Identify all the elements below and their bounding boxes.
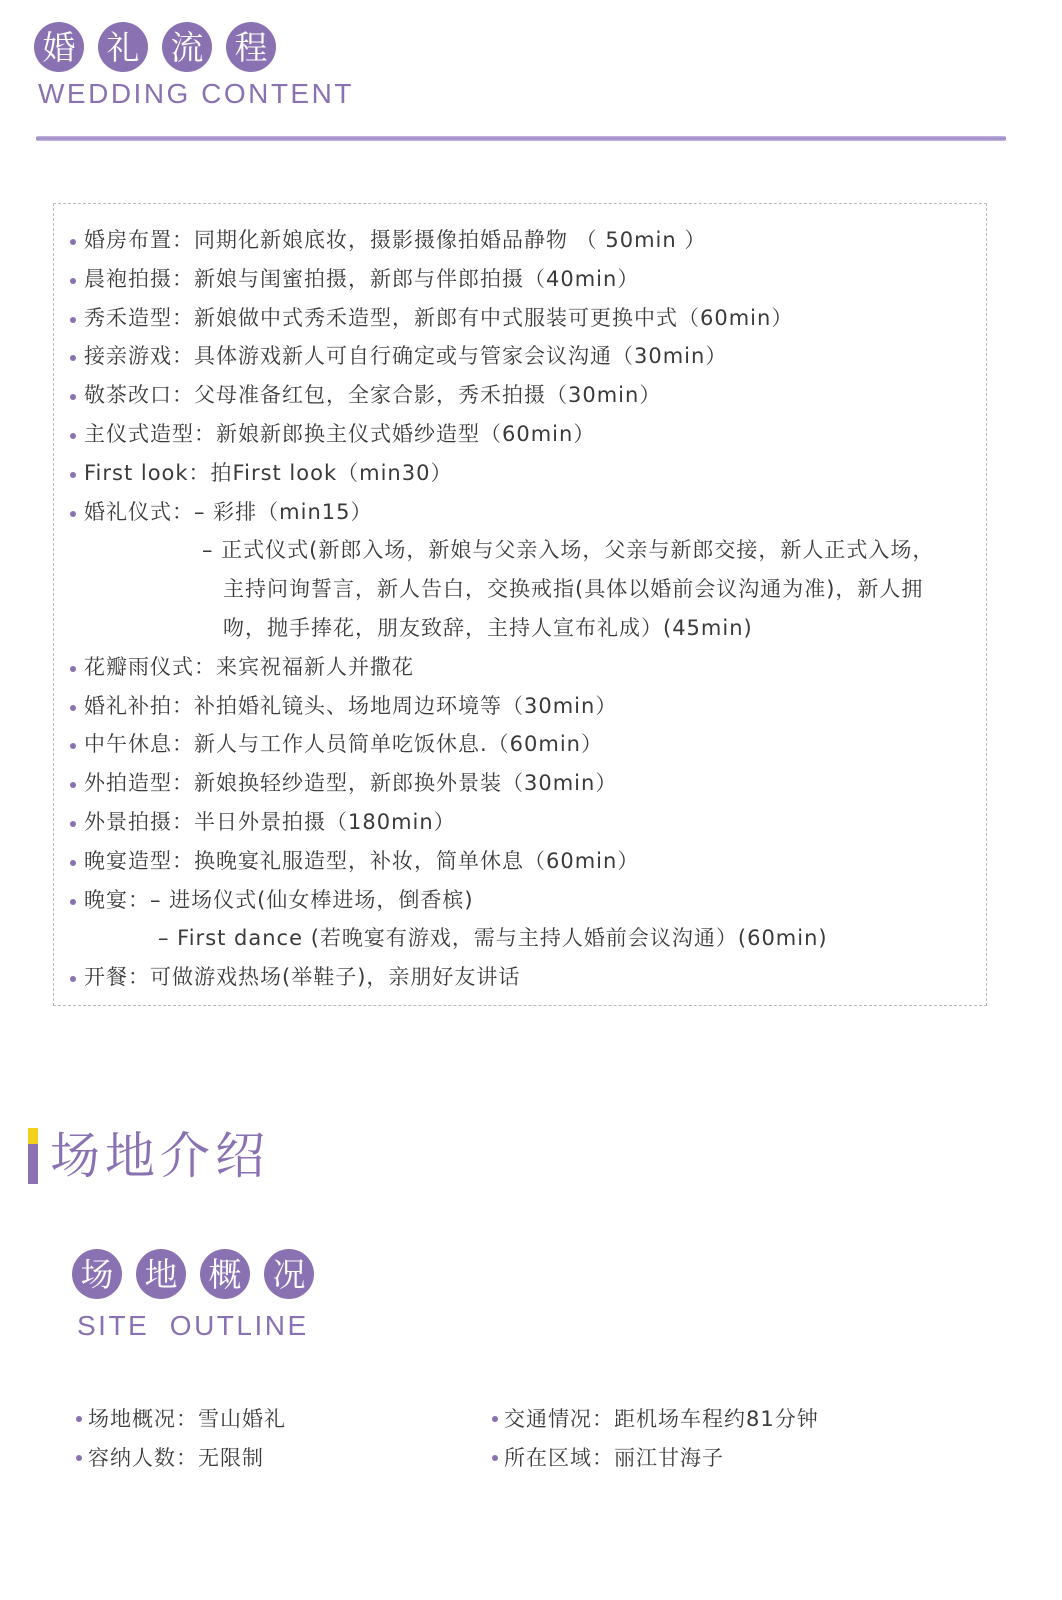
bullet-dot	[492, 1455, 498, 1461]
list-item	[70, 454, 980, 493]
item-text: First look：拍First look（min30）	[84, 460, 453, 485]
item-text: 主仪式造型：新娘新郎换主仪式婚纱造型（60min）	[84, 421, 596, 446]
bullet-dot	[70, 472, 76, 478]
bullet-dot	[70, 394, 76, 400]
item-text: 花瓣雨仪式：来宾祝福新人并撒花	[84, 654, 414, 679]
item-text: – First dance (若晚宴有游戏，需与主持人婚前会议沟通）(60min)	[158, 926, 828, 951]
bullet-dot	[70, 355, 76, 361]
item-text: 中午休息：新人与工作人员简单吃饭休息.（60min）	[84, 732, 603, 757]
item-text: 秀禾造型：新娘做中式秀禾造型，新郎有中式服装可更换中式（60min）	[84, 305, 794, 330]
bullet-dot	[70, 433, 76, 439]
bullet-dot	[70, 976, 76, 982]
item-text: 吻，抛手捧花，朋友致辞，主持人宣布礼成）(45min)	[223, 615, 753, 640]
bullet-dot	[70, 239, 76, 245]
bullet-dot	[70, 899, 76, 905]
bullet-dot	[70, 821, 76, 827]
title-badge: 婚	[34, 22, 84, 72]
site-outline-badges	[72, 1249, 328, 1299]
info-text: 场地概况：雪山婚礼	[88, 1407, 286, 1431]
title-badge: 地	[136, 1249, 186, 1299]
item-text: – 正式仪式(新郎入场，新娘与父亲入场，父亲与新郎交接，新人正式入场，	[202, 538, 935, 563]
bullet-dot	[492, 1416, 498, 1422]
bullet-dot	[70, 278, 76, 284]
wedding-content-subtitle: WEDDING CONTENT	[38, 78, 354, 109]
bullet-dot	[70, 666, 76, 672]
list-item	[70, 337, 980, 376]
bullet-dot	[70, 860, 76, 866]
list-item	[70, 803, 980, 842]
site-outline-subtitle: SITE OUTLINE	[77, 1310, 309, 1341]
schedule-list	[70, 221, 980, 997]
title-badge: 礼	[98, 22, 148, 72]
list-item	[70, 299, 980, 338]
item-text: 敬茶改口：父母准备红包，全家合影，秀禾拍摄（30min）	[84, 383, 662, 408]
title-badge: 程	[226, 22, 276, 72]
info-text: 容纳人数：无限制	[88, 1446, 264, 1470]
info-text: 所在区域：丽江甘海子	[504, 1446, 724, 1470]
list-item	[70, 881, 980, 920]
wedding-content-badges	[34, 22, 290, 72]
list-item-continuation	[70, 531, 980, 570]
item-text: 主持问询誓言，新人告白，交换戒指(具体以婚前会议沟通为准)，新人拥	[223, 577, 924, 602]
list-item	[70, 764, 980, 803]
bullet-dot	[70, 317, 76, 323]
bullet-dot	[70, 511, 76, 517]
list-item	[70, 493, 980, 532]
list-item	[70, 842, 980, 881]
item-text: 外拍造型：新娘换轻纱造型，新郎换外景装（30min）	[84, 771, 618, 796]
title-badge: 概	[200, 1249, 250, 1299]
item-text: 外景拍摄：半日外景拍摄（180min）	[84, 809, 456, 834]
item-text: 晚宴：– 进场仪式(仙女棒进场，倒香槟)	[84, 887, 474, 912]
section-title: 场地介绍	[50, 1127, 270, 1185]
item-text: 开餐：可做游戏热场(举鞋子)，亲朋好友讲话	[84, 965, 521, 990]
item-text: 婚礼仪式：– 彩排（min15）	[84, 499, 373, 524]
title-badge: 场	[72, 1249, 122, 1299]
list-item-continuation	[70, 609, 980, 648]
bullet-dot	[76, 1416, 82, 1422]
bullet-dot	[76, 1455, 82, 1461]
list-item	[70, 648, 980, 687]
list-item-continuation	[70, 919, 980, 958]
info-text: 交通情况：距机场车程约81分钟	[504, 1407, 819, 1431]
title-badge: 况	[264, 1249, 314, 1299]
list-item	[70, 958, 980, 997]
bullet-dot	[70, 705, 76, 711]
item-text: 接亲游戏：具体游戏新人可自行确定或与管家会议沟通（30min）	[84, 344, 728, 369]
section-marker	[28, 1128, 38, 1184]
bullet-dot	[70, 782, 76, 788]
list-item	[70, 415, 980, 454]
list-item	[70, 687, 980, 726]
list-item	[70, 725, 980, 764]
item-text: 晨袍拍摄：新娘与闺蜜拍摄，新郎与伴郎拍摄（40min）	[84, 266, 640, 291]
bullet-dot	[70, 743, 76, 749]
list-item	[70, 376, 980, 415]
item-text: 晚宴造型：换晚宴礼服造型，补妆，简单休息（60min）	[84, 848, 640, 873]
title-badge: 流	[162, 22, 212, 72]
list-item-continuation	[70, 570, 980, 609]
list-item	[70, 221, 980, 260]
list-item	[70, 260, 980, 299]
header-divider	[36, 136, 1006, 141]
item-text: 婚礼补拍：补拍婚礼镜头、场地周边环境等（30min）	[84, 693, 618, 718]
item-text: 婚房布置：同期化新娘底妆，摄影摄像拍婚品静物 （ 50min ）	[84, 228, 707, 252]
